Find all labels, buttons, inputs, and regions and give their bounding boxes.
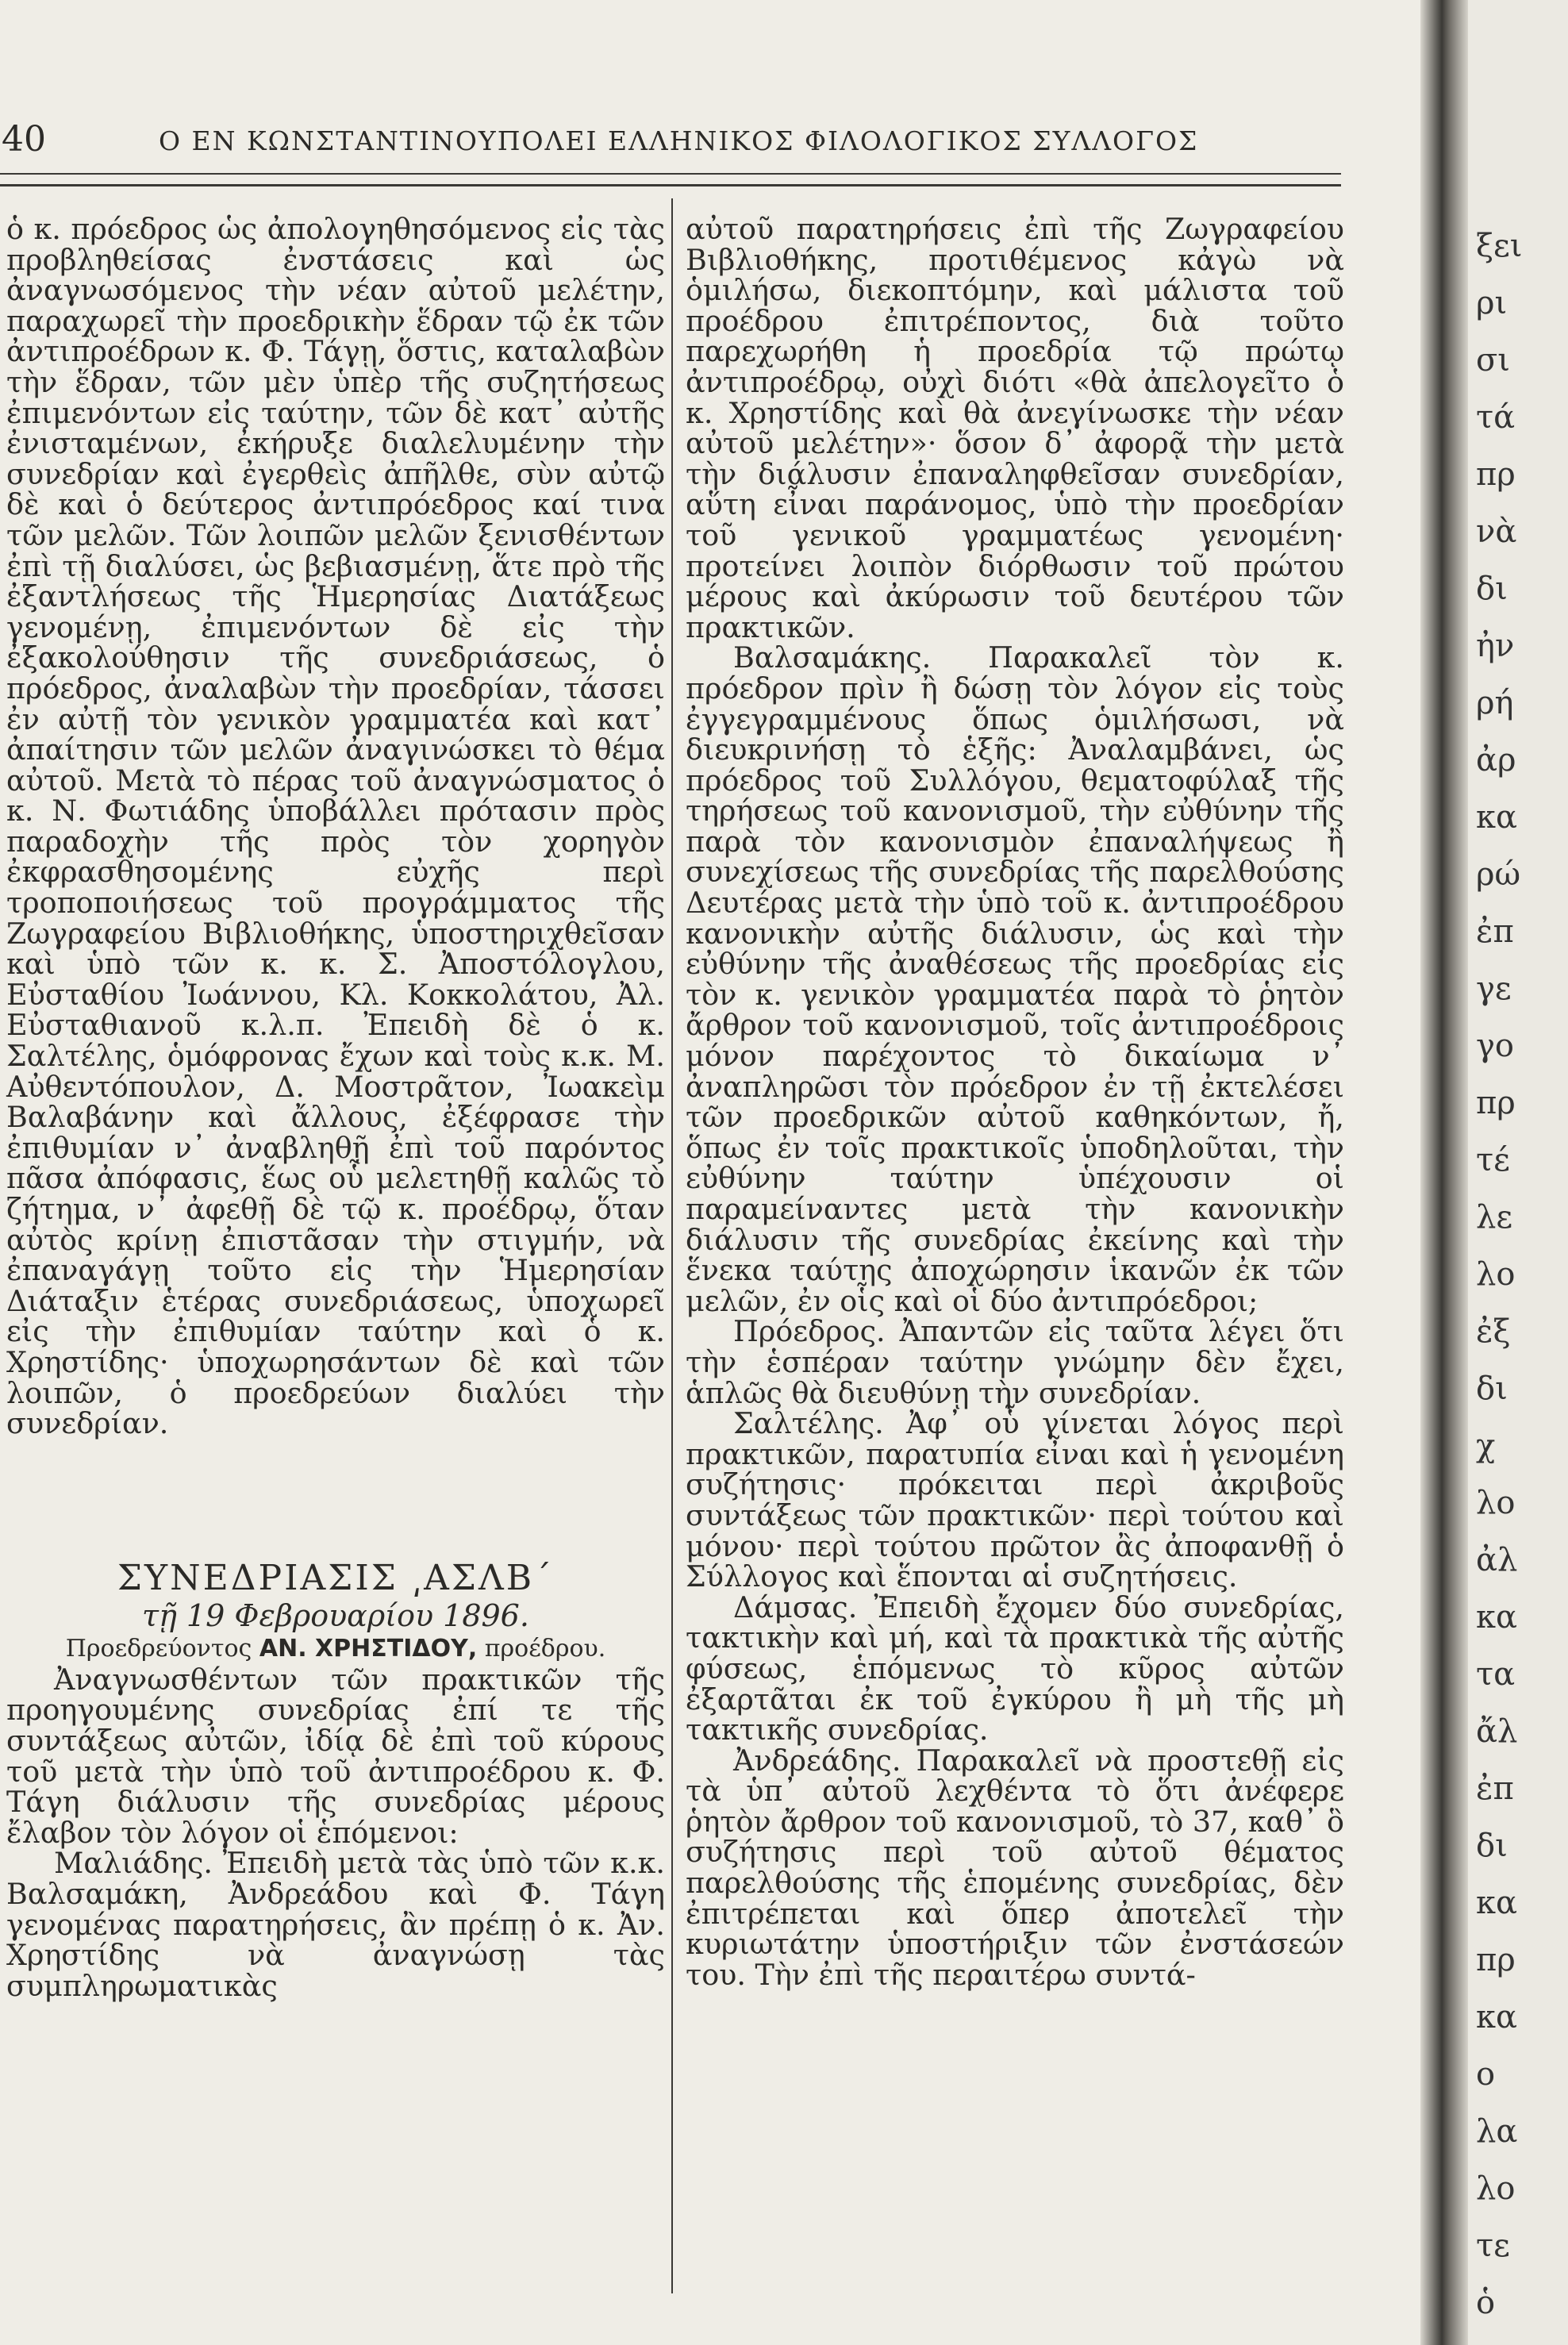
- paragraph: Δάμσας. Ἐπειδὴ ἔχομεν δύο συνεδρίας, τακτικὴν καὶ μή, καὶ τὰ πρακτικὰ τῆς αὐτῆς φύσεως, ἑπόμενως τὸ κῦρος αὐτῶν ἐξαρτᾶται ἐκ τοῦ ἐγκύρου ἢ μὴ τῆς μὴ τακτικῆς συνεδρίας.: [686, 1590, 1344, 1747]
- next-page-fragment: τα: [1476, 1656, 1516, 1693]
- session-title: ΣΥΝΕΔΡΙΑΣΙΣ ͵ΑΣΛΒ΄: [117, 1557, 555, 1598]
- next-page-fragment: ξει: [1476, 228, 1523, 264]
- paragraph: Μαλιάδης. Ἐπειδὴ μετὰ τὰς ὑπὸ τῶν κ.κ. Βαλσαμάκη, Ἀνδρεάδου καὶ Φ. Τάγη γενομένας παρατηρήσεις, ἂν πρέπῃ ὁ κ. Ἀν. Χρηστίδης νὰ ἀναγνώσῃ τὰς συμπληρωματικὰς: [6, 1846, 665, 2003]
- next-page-fragment: ἄλ: [1476, 1713, 1518, 1750]
- next-page-fragment: πρ: [1476, 456, 1516, 493]
- page-header: [0, 119, 1349, 167]
- next-page-fragment: νὰ: [1476, 513, 1517, 550]
- next-page-fragment: λο: [1476, 2170, 1516, 2207]
- next-page-fragment: λο: [1476, 1485, 1516, 1521]
- next-page-fragment: τέ: [1476, 1142, 1510, 1178]
- header-rule-top: [0, 173, 1341, 175]
- paragraph: Σαλτέλης. Ἀφ᾽ οὗ γίνεται λόγος περὶ πρακτικῶν, παρατυπία εἶναι καὶ ἡ γενομένη συζήτησις· πρόκειται περὶ ἀκριβοῦς συντάξεως τῶν πρακτικῶν· περὶ τούτου καὶ μόνου· περὶ τούτου πρῶτον ἂς ἀποφανθῇ ὁ Σύλλογος καὶ ἕπονται αἱ συζητήσεις.: [686, 1406, 1344, 1594]
- next-page-fragment: ἀλ: [1476, 1542, 1518, 1578]
- next-page-fragment: ο: [1476, 2056, 1496, 2093]
- paragraph: Ἀναγνωσθέντων τῶν πρακτικῶν τῆς προηγουμένης συνεδρίας ἐπί τε τῆς συντάξεως αὐτῶν, ἰδίᾳ δὲ ἐπὶ τοῦ κύρους τοῦ μετὰ τὴν ὑπὸ τοῦ ἀντιπροέδρου κ. Φ. Τάγη διάλυσιν τῆς συνεδρίας μέρους ἔλαβον τὸν λόγον οἱ ἑπόμενοι:: [6, 1662, 665, 1850]
- running-title: Ο ΕΝ ΚΩΝΣΤΑΝΤΙΝΟΥΠΟΛΕΙ ΕΛΛΗΝΙΚΟΣ ΦΙΛΟΛΟΓΙΚΟΣ ΣΥΛΛΟΓΟΣ: [159, 125, 1199, 156]
- left-column: [6, 214, 665, 2001]
- next-page-fragment: κα: [1476, 1599, 1518, 1636]
- next-page-fragment: σι: [1476, 342, 1510, 379]
- next-page-fragment: δι: [1476, 1828, 1508, 1864]
- next-page-fragment: ρι: [1476, 285, 1508, 321]
- next-page-fragment: γο: [1476, 1028, 1514, 1064]
- paragraph: Πρόεδρος. Ἀπαντῶν εἰς ταῦτα λέγει ὅτι τὴν ἑσπέραν ταύτην γνώμην δὲν ἔχει, ἁπλῶς θὰ διευθύνῃ τὴν συνεδρίαν.: [686, 1314, 1344, 1410]
- chair-suffix: προέδρου.: [484, 1634, 606, 1663]
- paragraph: ὁ κ. πρόεδρος ὡς ἀπολογηθησόμενος εἰς τὰς προβληθείσας ἐνστάσεις καὶ ὡς ἀναγνωσόμενος τὴν νέαν αὐτοῦ μελέτην, παραχωρεῖ τὴν προεδρικὴν ἕδραν τῷ ἐκ τῶν ἀντιπροέδρων κ. Φ. Τάγῃ, ὅστις, καταλαβὼν τὴν ἕδραν, τῶν μὲν ὑπὲρ τῆς συζητήσεως ἐπιμενόντων εἰς ταύτην, τῶν δὲ κατ᾽ αὐτῆς ἐνισταμένων, ἐκήρυξε διαλελυμένην τὴν συνεδρίαν καὶ ἐγερθεὶς ἀπῆλθε, σὺν αὐτῷ δὲ καὶ ὁ δεύτερος ἀντιπρόεδρος καί τινα τῶν μελῶν. Τῶν λοιπῶν μελῶν ξενισθέντων ἐπὶ τῇ διαλύσει, ὡς βεβιασμένῃ, ἅτε πρὸ τῆς ἐξαντλήσεως τῆς Ἡμερησίας Διατάξεως γενομένῃ, ἐπιμενόντων δὲ εἰς τὴν ἐξακολούθησιν τῆς συνεδριάσεως, ὁ πρόεδρος, ἀναλαβὼν τὴν προεδρίαν, τάσσει ἐν αὐτῇ τὸν γενικὸν γραμματέα καὶ κατ᾽ ἀπαίτησιν τῶν μελῶν ἀναγινώσκει τὸ θέμα αὐτοῦ. Μετὰ τὸ πέρας τοῦ ἀναγνώσματος ὁ κ. Ν. Φωτιάδης ὑποβάλλει πρότασιν πρὸς παραδοχὴν τῆς πρὸς τὸν χορηγὸν ἐκφρασθησομένης εὐχῆς περὶ τροποποιήσεως τοῦ προγράμματος τῆς Ζωγραφείου Βιβλιοθήκης, ὑποστηριχθεῖσαν καὶ ὑπὸ τῶν κ. κ. Σ. Ἀποστόλογλου, Εὐσταθίου Ἰωάννου, Κλ. Κοκκολάτου, Ἀλ. Εὐσταθιανοῦ κ.λ.π. Ἐπειδὴ δὲ ὁ κ. Σαλτέλης, ὁμόφρονας ἔχων καὶ τοὺς κ.κ. Μ. Αὐθεντόπουλον, Δ. Μοστρᾶτον, Ἰωακεὶμ Βαλαβάνην καὶ ἄλλους, ἐξέφρασε τὴν ἐπιθυμίαν ν᾽ ἀναβληθῇ ἐπὶ τοῦ παρόντος πᾶσα ἀπόφασις, ἕως οὗ μελετηθῇ καλῶς τὸ ζήτημα, ν᾽ ἀφεθῇ δὲ τῷ κ. προέδρῳ, ὅταν αὐτὸς κρίνῃ ἐπιστᾶσαν τὴν στιγμήν, νὰ ἐπαναγάγῃ τοῦτο εἰς τὴν Ἡμερησίαν Διάταξιν ἑτέρας συνεδριάσεως, ὑποχωρεῖ εἰς τὴν ἐπιθυμίαν ταύτην καὶ ὁ κ. Χρηστίδης· ὑποχωρησάντων δὲ καὶ τῶν λοιπῶν, ὁ προεδρεύων διαλύει τὴν συνεδρίαν.: [6, 212, 665, 1441]
- paragraph: αὐτοῦ παρατηρήσεις ἐπὶ τῆς Ζωγραφείου Βιβλιοθήκης, προτιθέμενος κἀγὼ νὰ ὁμιλήσω, διεκοπτόμην, καὶ μάλιστα τοῦ προέδρου ἐπιτρέποντος, διὰ τοῦτο παρεχωρήθη ἡ προεδρία τῷ πρώτῳ ἀντιπροέδρῳ, οὐχὶ διότι «θὰ ἀπελογεῖτο ὁ κ. Χρηστίδης καὶ θὰ ἀνεγίνωσκε τὴν νέαν αὐτοῦ μελέτην»· ὅσον δ᾽ ἀφορᾷ τὴν μετὰ τὴν διάλυσιν ἐπαναληφθεῖσαν συνεδρίαν, αὕτη εἶναι παράνομος, ὑπὸ τὴν προεδρίαν τοῦ γενικοῦ γραμματέως γενομένη· προτείνει λοιπὸν διόρθωσιν τοῦ πρώτου μέρους καὶ ἀκύρωσιν τοῦ δευτέρου τῶν πρακτικῶν.: [686, 212, 1344, 644]
- column-divider: [671, 198, 673, 2293]
- next-page-fragment: λο: [1476, 1256, 1516, 1293]
- next-page-fragment: ἠν: [1476, 628, 1515, 664]
- chair-name: ΑΝ. ΧΡΗΣΤΙΔΟΥ,: [259, 1634, 478, 1663]
- next-page-fragment: χ: [1476, 1428, 1496, 1464]
- next-page-fragment: κα: [1476, 1999, 1518, 2036]
- next-page-fragment: γε: [1476, 971, 1512, 1007]
- session-date: τῇ 19 Φεβρουαρίου 1896.: [142, 1597, 529, 1633]
- next-page-fragment: λε: [1476, 1199, 1513, 1236]
- next-page-fragment: πρ: [1476, 1085, 1516, 1121]
- next-page-fragment: ἀρ: [1476, 742, 1516, 778]
- next-page-fragment: ὁ: [1476, 2285, 1496, 2321]
- next-page-edge: [1468, 0, 1568, 2345]
- chair-line: [6, 1633, 665, 1665]
- chair-prefix: Προεδρεύοντος: [65, 1634, 252, 1663]
- right-column: [686, 214, 1344, 1990]
- next-page-fragment: κα: [1476, 1885, 1518, 1921]
- header-rule-bottom: [0, 184, 1341, 186]
- next-page-fragment: κα: [1476, 799, 1518, 836]
- paragraph: Ἀνδρεάδης. Παρακαλεῖ νὰ προστεθῇ εἰς τὰ ὑπ᾽ αὐτοῦ λεχθέντα τὸ ὅτι ἀνέφερε ῥητὸν ἄρθρον τοῦ κανονισμοῦ, τὸ 37, καθ᾽ ὃ συζήτησις περὶ τοῦ αὐτοῦ θέματος παρελθούσης τῆς ἑπομένης συνεδρίας, δὲν ἐπιτρέπεται καὶ ὅπερ ἀποτελεῖ τὴν κυριωτάτην ὑποστήριξιν τῶν ἐνστάσεών του. Τὴν ἐπὶ τῆς περαιτέρω συντά-: [686, 1743, 1344, 1992]
- next-page-fragment: πρ: [1476, 1942, 1516, 1978]
- paragraph: Βαλσαμάκης. Παρακαλεῖ τὸν κ. πρόεδρον πρὶν ἢ δώσῃ τὸν λόγον εἰς τοὺς ἐγγεγραμμένους ὅπως ὁμιλήσωσι, νὰ διευκρινήσῃ τὸ ἑξῆς: Ἀναλαμβάνει, ὡς πρόεδρος τοῦ Συλλόγου, θεματοφύλαξ τῆς τηρήσεως τοῦ κανονισμοῦ, τὴν εὐθύνην τῆς παρὰ τὸν κανονισμὸν ἐπαναλήψεως ἢ συνεχίσεως τῆς συνεδρίας τῆς παρελθούσης Δευτέρας μετὰ τὴν ὑπὸ τοῦ κ. ἀντιπροέδρου κανονικὴν αὐτῆς διάλυσιν, ὡς καὶ τὴν εὐθύνην τῆς ἀναθέσεως τῆς προεδρίας εἰς τὸν κ. γενικὸν γραμματέα παρὰ τὸ ῥητὸν ἄρθρον τοῦ κανονισμοῦ, τοῖς ἀντιπροέδροις μόνον παρέχοντος τὸ δικαίωμα ν᾽ ἀναπληρῶσι τὸν πρόεδρον ἐν τῇ ἐκτελέσει τῶν προεδρικῶν αὐτοῦ καθηκόντων, ἤ, ὅπως ἐν τοῖς πρακτικοῖς ὑποδηλοῦται, τὴν εὐθύνην ταύτην ὑπέχουσιν οἱ παραμείναντες μετὰ τὴν κανονικὴν διάλυσιν τῆς συνεδρίας ἐκείνης καὶ τὴν ἕνεκα ταύτης ἀποχώρησιν ἱκανῶν ἐκ τῶν μελῶν, ἐν οἷς καὶ οἱ δύο ἀντιπρόεδροι;: [686, 640, 1344, 1318]
- book-gutter: [1420, 0, 1468, 2345]
- next-page-fragment: λα: [1476, 2113, 1518, 2150]
- next-page-fragment: ἐπ: [1476, 1770, 1514, 1807]
- next-page-fragment: ρώ: [1476, 856, 1521, 893]
- next-page-fragment: ρή: [1476, 685, 1514, 721]
- next-page-fragment: τε: [1476, 2228, 1510, 2264]
- next-page-fragment: δι: [1476, 1370, 1508, 1407]
- next-page-fragment: δι: [1476, 571, 1508, 607]
- next-page-fragment: τά: [1476, 399, 1516, 436]
- next-page-fragment: ἐξ: [1476, 1313, 1511, 1350]
- page-number: 40: [2, 119, 46, 160]
- next-page-fragment: ἐπ: [1476, 913, 1514, 950]
